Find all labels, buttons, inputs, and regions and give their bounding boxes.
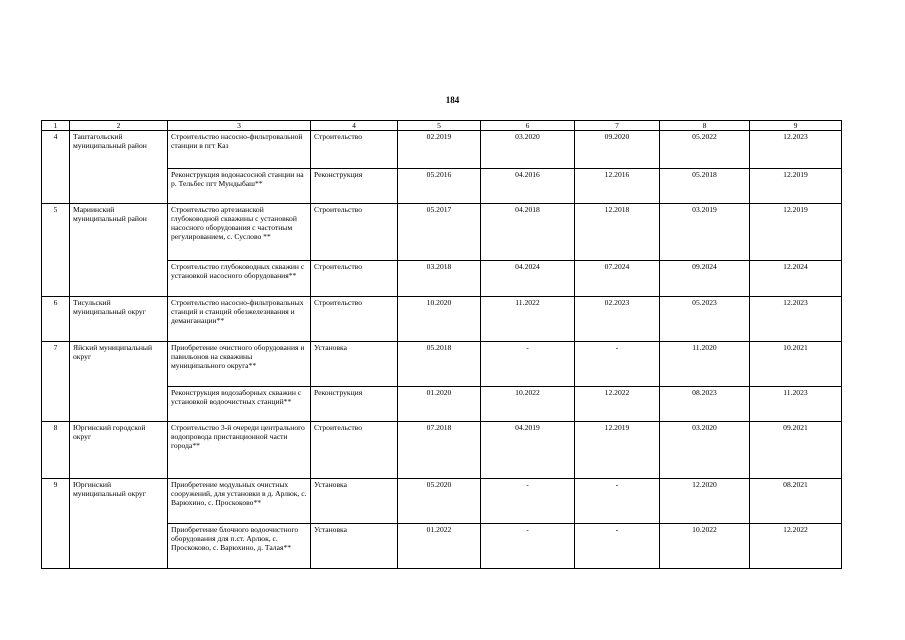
date-cell: 02.2019 [398,131,481,169]
date-cell: 05.2022 [660,131,750,169]
table-body [42,121,842,569]
project-name-cell: Приобретение очистного оборудования и павильонов на скважины муниципального округа** [168,342,311,387]
date-cell: 12.2016 [575,169,660,204]
date-cell: 03.2020 [660,422,750,479]
row-number-cell: 7 [42,342,70,422]
project-name-cell: Строительство насосно-фильтровальной станции в пгт Каз [168,131,311,169]
row-number-cell: 4 [42,131,70,204]
column-header: 9 [750,121,842,131]
region-cell: Юргинский городской округ [70,422,168,479]
date-cell: 01.2022 [398,524,481,569]
date-cell: 05.2018 [660,169,750,204]
date-cell: 12.2023 [750,131,842,169]
date-cell: 05.2018 [398,342,481,387]
work-type-cell: Установка [311,479,398,524]
row-number-cell: 9 [42,479,70,569]
region-cell: Мариинский муниципальный район [70,204,168,297]
project-name-cell: Строительство глубоководных скважин с установкой насосного оборудования** [168,261,311,297]
date-cell: 05.2020 [398,479,481,524]
date-cell: 12.2022 [750,524,842,569]
date-cell: 03.2020 [481,131,575,169]
date-cell: - [575,479,660,524]
column-header: 3 [168,121,311,131]
row-number-cell: 6 [42,297,70,342]
table-row [42,297,842,342]
work-type-cell: Реконструкция [311,169,398,204]
date-cell: - [481,524,575,569]
project-name-cell: Строительство 3-й очереди центрального водопровода пристанционной части города** [168,422,311,479]
date-cell: 07.2024 [575,261,660,297]
date-cell: 12.2024 [750,261,842,297]
region-cell: Яйский муниципальный округ [70,342,168,422]
date-cell: 10.2020 [398,297,481,342]
date-cell: 04.2019 [481,422,575,479]
date-cell: 11.2022 [481,297,575,342]
date-cell: 01.2020 [398,387,481,422]
region-cell: Тисульский муниципальный округ [70,297,168,342]
row-number-cell: 5 [42,204,70,297]
date-cell: 08.2023 [660,387,750,422]
column-number-row [42,121,842,131]
date-cell: - [575,342,660,387]
work-type-cell: Строительство [311,297,398,342]
date-cell: 10.2022 [481,387,575,422]
column-header: 4 [311,121,398,131]
date-cell: 12.2023 [750,297,842,342]
date-cell: 05.2023 [660,297,750,342]
region-cell: Таштагольский муниципальный район [70,131,168,204]
work-type-cell: Строительство [311,204,398,261]
work-type-cell: Строительство [311,422,398,479]
column-header: 8 [660,121,750,131]
date-cell: - [481,342,575,387]
region-cell: Юргинский муниципальный округ [70,479,168,569]
date-cell: 08.2021 [750,479,842,524]
date-cell: 11.2020 [660,342,750,387]
table-row [42,342,842,387]
date-cell: - [575,524,660,569]
date-cell: 12.2018 [575,204,660,261]
work-type-cell: Строительство [311,131,398,169]
table-row [42,422,842,479]
date-cell: 03.2018 [398,261,481,297]
project-name-cell: Приобретение блочного водоочистного оборудования для п.ст. Арлюк, с. Проскоково, с. Варюхино, д. Талая** [168,524,311,569]
work-type-cell: Установка [311,524,398,569]
project-name-cell: Строительство артезианской глубоководной скважины с установкой насосного оборудования с частотным регулированием, с. Суслово ** [168,204,311,261]
date-cell: 10.2021 [750,342,842,387]
project-name-cell: Строительство насосно-фильтровальных станций и станций обезжелезивания и деманганации** [168,297,311,342]
date-cell: 05.2017 [398,204,481,261]
date-cell: 12.2019 [750,169,842,204]
page-number: 184 [445,95,460,105]
table-row [42,204,842,261]
work-type-cell: Реконструкция [311,387,398,422]
date-cell: 12.2019 [750,204,842,261]
date-cell: 11.2023 [750,387,842,422]
project-name-cell: Реконструкция водонасосной станции на р. Тельбес пгт Мундыбаш** [168,169,311,204]
date-cell: 09.2021 [750,422,842,479]
date-cell: 10.2022 [660,524,750,569]
date-cell: 09.2024 [660,261,750,297]
date-cell: 12.2019 [575,422,660,479]
date-cell: - [481,479,575,524]
column-header: 7 [575,121,660,131]
work-type-cell: Строительство [311,261,398,297]
date-cell: 03.2019 [660,204,750,261]
date-cell: 02.2023 [575,297,660,342]
date-cell: 04.2016 [481,169,575,204]
column-header: 2 [70,121,168,131]
date-cell: 12.2020 [660,479,750,524]
project-name-cell: Приобретение модульных очистных сооружений, для установки в д. Арлюк, с. Варюхино, с. Проскоково** [168,479,311,524]
date-cell: 09.2020 [575,131,660,169]
construction-schedule-table [41,120,842,569]
work-type-cell: Установка [311,342,398,387]
table-row [42,131,842,169]
column-header: 1 [42,121,70,131]
table-row [42,479,842,524]
row-number-cell: 8 [42,422,70,479]
date-cell: 12.2022 [575,387,660,422]
project-name-cell: Реконструкция водозаборных скважин с установкой водоочистных станций** [168,387,311,422]
date-cell: 05.2016 [398,169,481,204]
column-header: 6 [481,121,575,131]
date-cell: 07.2018 [398,422,481,479]
column-header: 5 [398,121,481,131]
date-cell: 04.2018 [481,204,575,261]
date-cell: 04.2024 [481,261,575,297]
